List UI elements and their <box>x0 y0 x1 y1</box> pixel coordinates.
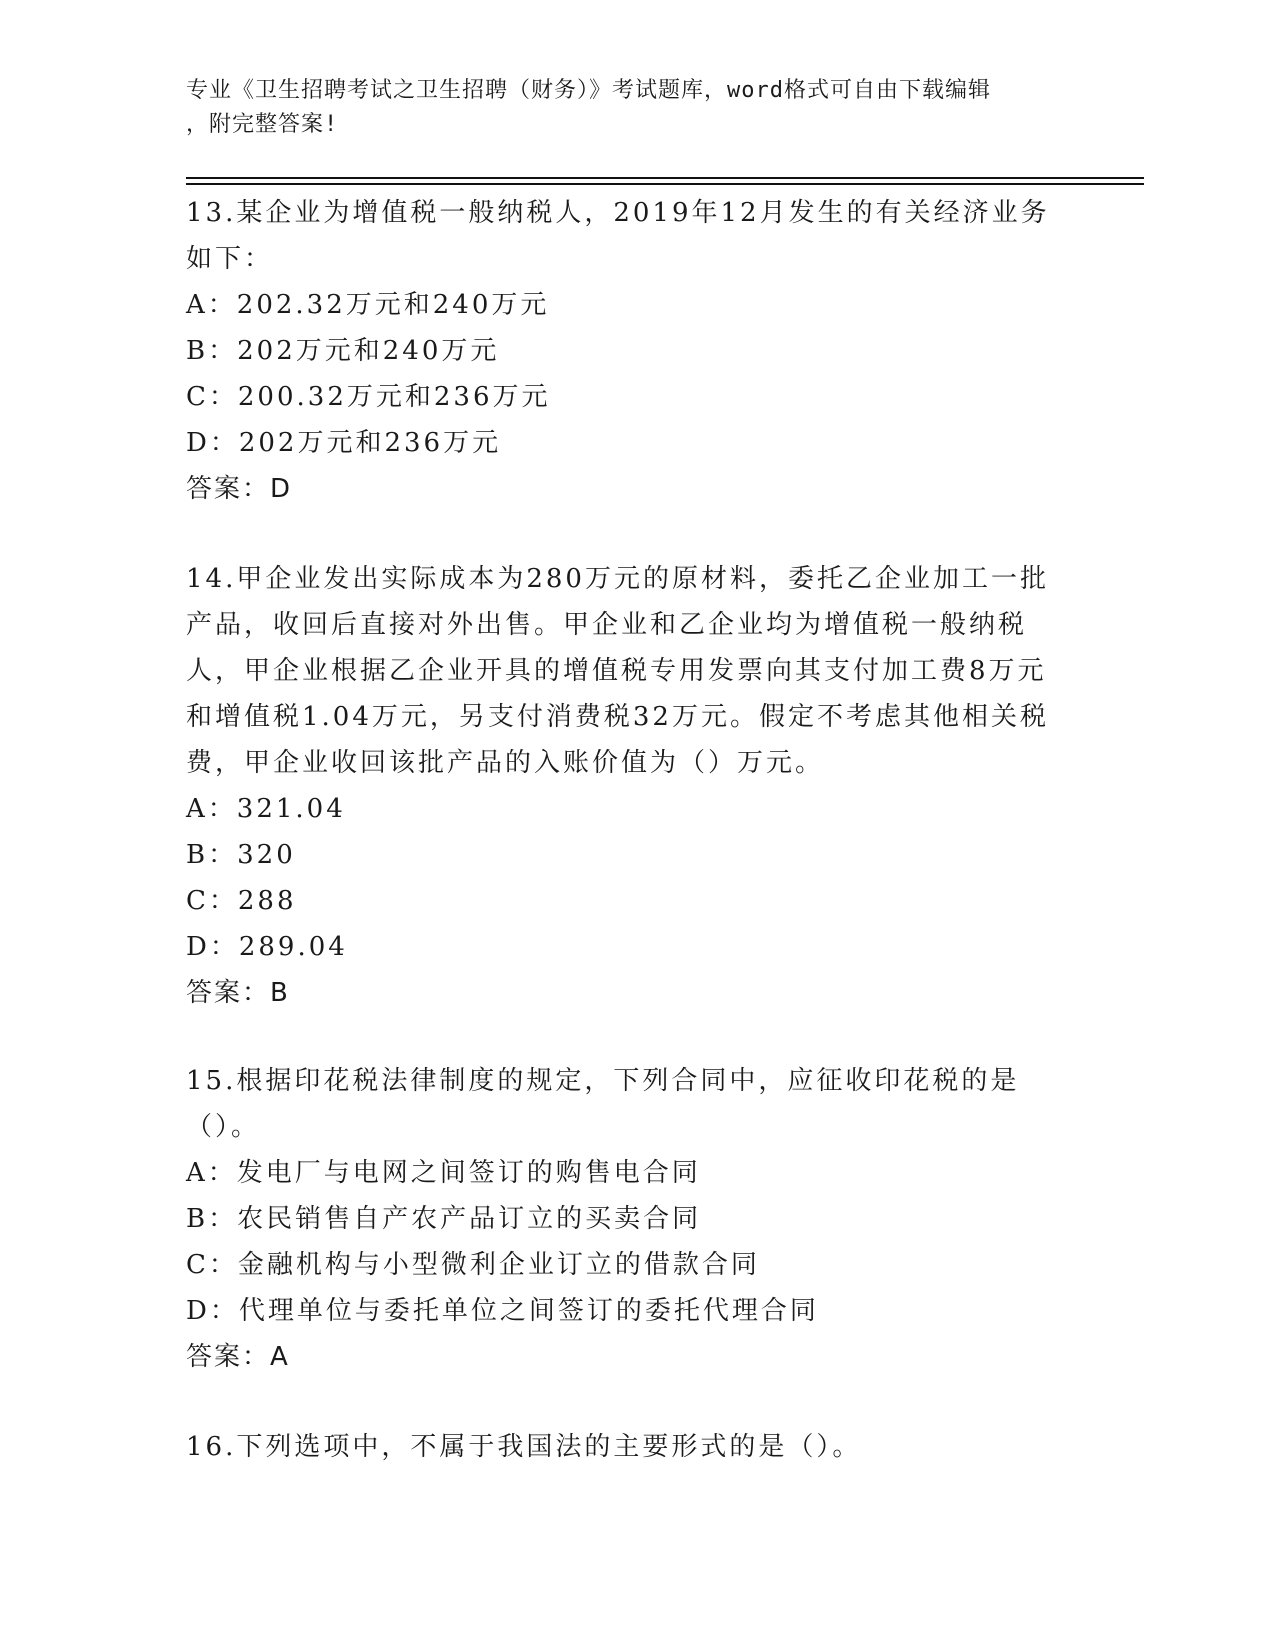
header-line-2: ，附完整答案! <box>186 112 339 137</box>
answer: 答案：D <box>186 474 293 504</box>
option-d: D：代理单位与委托单位之间签订的委托代理合同 <box>186 1296 819 1326</box>
question-14 <box>186 556 1066 1016</box>
option-c: C：金融机构与小型微利企业订立的借款合同 <box>186 1250 760 1280</box>
option-d: D：202万元和236万元 <box>186 428 502 458</box>
header-divider-bottom <box>186 183 1144 185</box>
option-b: B：320 <box>186 840 296 870</box>
option-a: A：发电厂与电网之间签订的购售电合同 <box>186 1158 701 1188</box>
question-16 <box>186 1424 1066 1470</box>
option-a: A：202.32万元和240万元 <box>186 290 550 320</box>
question-stem: 16.下列选项中，不属于我国法的主要形式的是（）。 <box>186 1432 862 1462</box>
option-b: B：202万元和240万元 <box>186 336 500 366</box>
option-c: C：200.32万元和236万元 <box>186 382 551 412</box>
document-header <box>186 74 1066 142</box>
header-line-1: 专业《卫生招聘考试之卫生招聘（财务）》考试题库，word格式可自由下载编辑 <box>186 78 991 103</box>
option-c: C：288 <box>186 886 297 916</box>
option-b: B：农民销售自产农产品订立的买卖合同 <box>186 1204 702 1234</box>
question-stem: 14.甲企业发出实际成本为280万元的原材料，委托乙企业加工一批产品，收回后直接对外出售。甲企业和乙企业均为增值税一般纳税人，甲企业根据乙企业开具的增值税专用发票向其支付加工费8万元和增值税1.04万元，另支付消费税32万元。假定不考虑其他相关税费，甲企业收回该批产品的入账价值为（）万元。 <box>186 564 1049 778</box>
answer: 答案：B <box>186 978 290 1008</box>
question-stem: 13.某企业为增值税一般纳税人，2019年12月发生的有关经济业务如下： <box>186 198 1050 274</box>
header-divider-top <box>186 177 1144 179</box>
option-d: D：289.04 <box>186 932 348 962</box>
question-13 <box>186 190 1066 512</box>
question-stem: 15.根据印花税法律制度的规定，下列合同中，应征收印花税的是（）。 <box>186 1066 1020 1142</box>
answer: 答案：A <box>186 1342 290 1372</box>
option-a: A：321.04 <box>186 794 346 824</box>
question-15 <box>186 1058 1066 1380</box>
